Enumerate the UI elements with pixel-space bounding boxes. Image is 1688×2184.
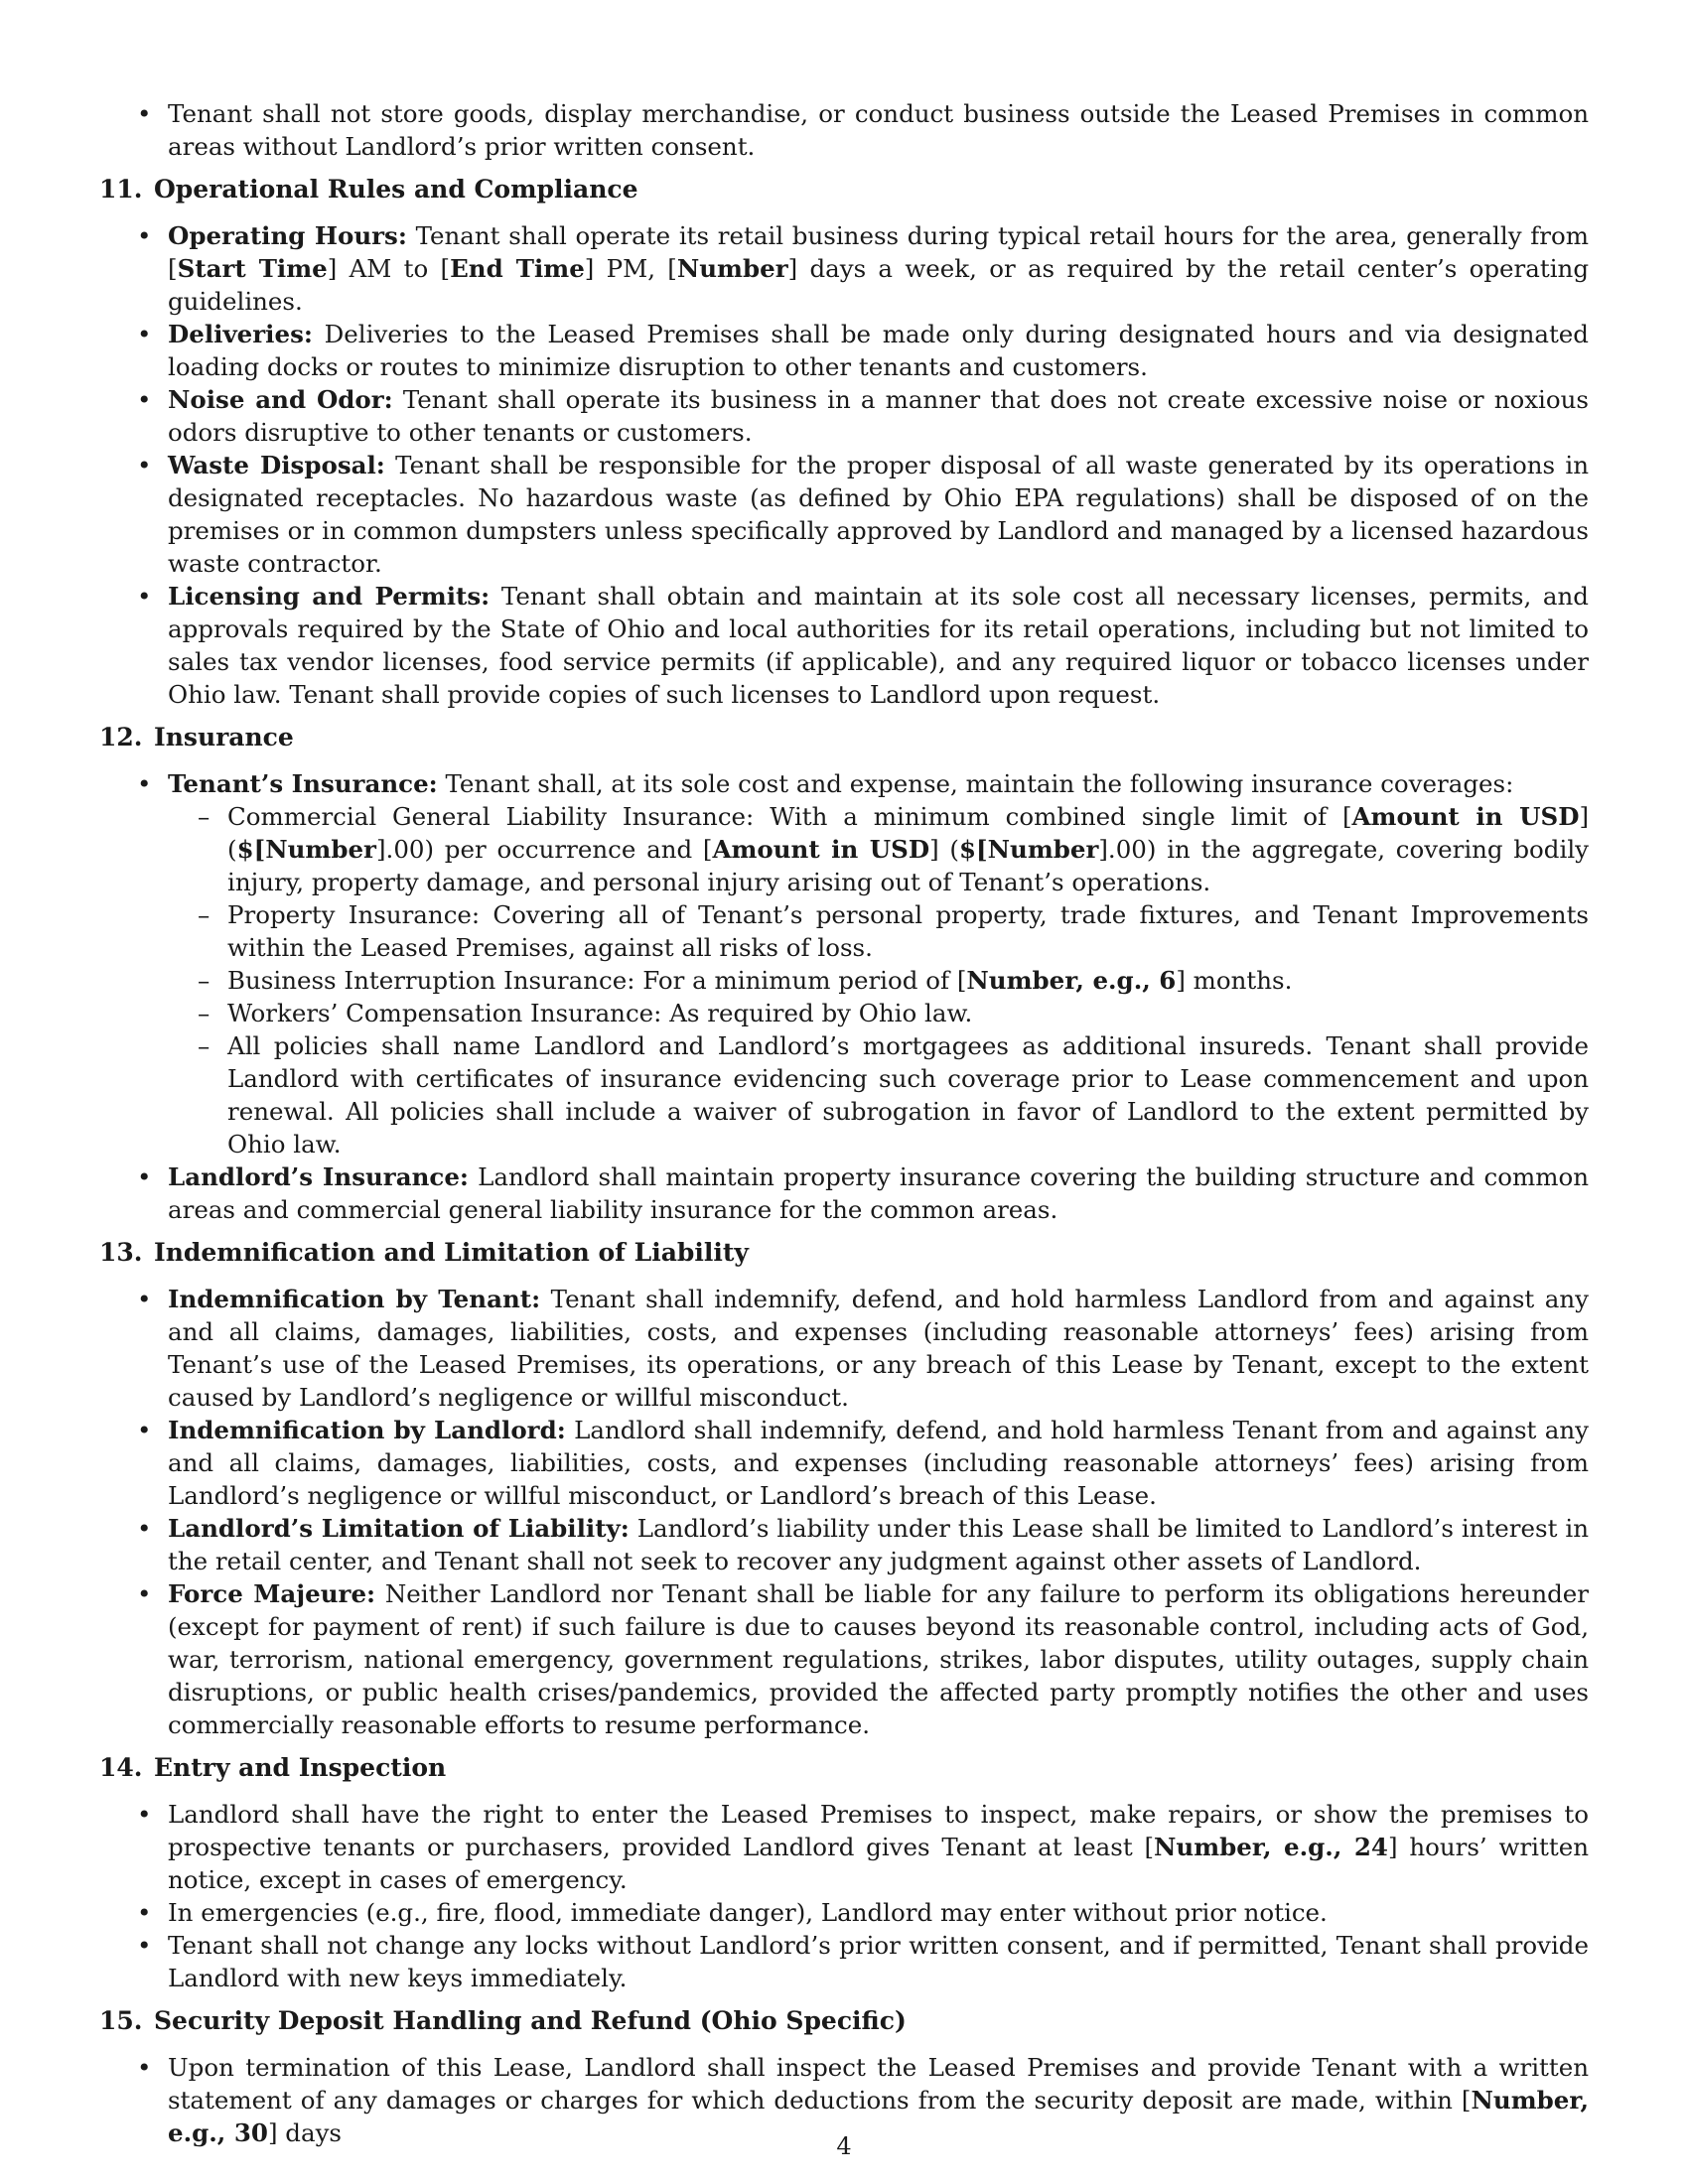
page-number: 4 xyxy=(836,2132,852,2160)
list-item-landlord-insurance: • Landlord’s Insurance: Landlord shall maintain property insurance covering the building structure and common areas and commercial general liability insurance for the common areas. xyxy=(99,1160,1589,1226)
section-14-list xyxy=(99,1798,1589,1994)
list-item-locks: • Tenant shall not change any locks without Landlord’s prior written consent, and if permitted, Tenant shall provide Landlord with new keys immediately. xyxy=(99,1929,1589,1994)
sublist-item-workers-comp: – Workers’ Compensation Insurance: As required by Ohio law. xyxy=(168,997,1589,1029)
list-item-limitation-liability: • Landlord’s Limitation of Liability: Landlord’s liability under this Lease shall be limited to Landlord’s interest in the retail center, and Tenant shall not seek to recover any judgment against other assets of Landlord. xyxy=(99,1512,1589,1577)
continued-bullet-list xyxy=(99,97,1589,163)
section-heading-14: 14. Entry and Inspection xyxy=(99,1753,447,1782)
list-item-waste-disposal: • Waste Disposal: Tenant shall be responsible for the proper disposal of all waste generated by its operations in designated receptacles. No hazardous waste (as defined by Ohio EPA regulations) shall be disposed of on the premises or in common dumpsters unless specifically approved by Landlord and managed by a licensed hazardous waste contractor. xyxy=(99,449,1589,580)
list-item-entry-notice: • Landlord shall have the right to enter the Leased Premises to inspect, make repairs, or show the premises to prospective tenants or purchasers, provided Landlord gives Tenant at least [Number, e.g., 24] hours’ written notice, except in cases of emergency. xyxy=(99,1798,1589,1896)
list-item-operating-hours: • Operating Hours: Tenant shall operate its retail business during typical retail hours for the area, generally from [Start Time] AM to [End Time] PM, [Number] days a week, or as required by the retail center’s operating guidelines. xyxy=(99,219,1589,318)
list-item-tenant-insurance: • Tenant’s Insurance: Tenant shall, at its sole cost and expense, maintain the following insurance coverages: – Commercial General Liability Insurance: With a minimum combined single limit of [Amount in USD] ($[Number].00) per occurrence and [Amount in USD] ($[Number].00) in the aggregate, covering bodily injury, property damage, and personal injury arising out of Tenant’s operations. – Property Insurance: Covering all of Tenant’s personal property, trade fixtures, and Tenant Improvements within the Leased Premises, against all risks of loss. – Business Interruption Insurance: For a minimum period of [Number, e.g., 6] months. – Workers’ Compensation Insurance: As required by Ohio law. – All policies shall name Landlord and Landlord’s mortgagees as additional insureds. Tenant shall provide Landlord with certificates of insurance evidencing such coverage prior to Lease commencement and upon renewal. All policies shall include a waiver of subrogation in favor of Landlord to the extent permitted by Ohio law. xyxy=(99,767,1589,1160)
sublist-item-cgl: – Commercial General Liability Insurance: With a minimum combined single limit of [Amount in USD] ($[Number].00) per occurrence and [Amount in USD] ($[Number].00) in the aggregate, covering bodily injury, property damage, and personal injury arising out of Tenant’s operations. xyxy=(168,800,1589,898)
list-item-deliveries: • Deliveries: Deliveries to the Leased Premises shall be made only during designated hours and via designated loading docks or routes to minimize disruption to other tenants and customers. xyxy=(99,318,1589,383)
sublist-item-property: – Property Insurance: Covering all of Tenant’s personal property, trade fixtures, and Tenant Improvements within the Leased Premises, against all risks of loss. xyxy=(168,898,1589,964)
list-item-noise-odor: • Noise and Odor: Tenant shall operate its business in a manner that does not create excessive noise or noxious odors disruptive to other tenants or customers. xyxy=(99,383,1589,449)
list-item-force-majeure: • Force Majeure: Neither Landlord nor Tenant shall be liable for any failure to perform its obligations hereunder (except for payment of rent) if such failure is due to causes beyond its reasonable control, including acts of God, war, terrorism, national emergency, government regulations, strikes, labor disputes, utility outages, supply chain disruptions, or public health crises/pandemics, provided the affected party promptly notifies the other and uses commercially reasonable efforts to resume performance. xyxy=(99,1577,1589,1741)
section-heading-11: 11. Operational Rules and Compliance xyxy=(99,175,638,204)
list-item: • Tenant shall not store goods, display merchandise, or conduct business outside the Leased Premises in common areas without Landlord’s prior written consent. xyxy=(99,97,1589,163)
section-13-list xyxy=(99,1283,1589,1741)
list-item-deposit-statement: • Upon termination of this Lease, Landlord shall inspect the Leased Premises and provide Tenant with a written statement of any damages or charges for which deductions from the security deposit are made, within [Number, e.g., 30] days xyxy=(99,2051,1589,2149)
sublist-item-business-interruption: – Business Interruption Insurance: For a minimum period of [Number, e.g., 6] months. xyxy=(168,964,1589,997)
list-item-emergency-entry: • In emergencies (e.g., fire, flood, immediate danger), Landlord may enter without prior notice. xyxy=(99,1896,1589,1929)
document-page xyxy=(99,97,1589,2149)
section-heading-13: 13. Indemnification and Limitation of Liability xyxy=(99,1238,749,1267)
sublist-item-policies: – All policies shall name Landlord and Landlord’s mortgagees as additional insureds. Tenant shall provide Landlord with certificates of insurance evidencing such coverage prior to Lease commencement and upon renewal. All policies shall include a waiver of subrogation in favor of Landlord to the extent permitted by Ohio law. xyxy=(168,1029,1589,1160)
section-12-list xyxy=(99,767,1589,1226)
list-item-indemnification-landlord: • Indemnification by Landlord: Landlord shall indemnify, defend, and hold harmless Tenant from and against any and all claims, damages, liabilities, costs, and expenses (including reasonable attorneys’ fees) arising from Landlord’s negligence or willful misconduct, or Landlord’s breach of this Lease. xyxy=(99,1414,1589,1512)
list-item-indemnification-tenant: • Indemnification by Tenant: Tenant shall indemnify, defend, and hold harmless Landlord from and against any and all claims, damages, liabilities, costs, and expenses (including reasonable attorneys’ fees) arising from Tenant’s use of the Leased Premises, its operations, or any breach of this Lease by Tenant, except to the extent caused by Landlord’s negligence or willful misconduct. xyxy=(99,1283,1589,1414)
section-heading-12: 12. Insurance xyxy=(99,723,294,751)
list-item-licensing: • Licensing and Permits: Tenant shall obtain and maintain at its sole cost all necessary licenses, permits, and approvals required by the State of Ohio and local authorities for its retail operations, including but not limited to sales tax vendor licenses, food service permits (if applicable), and any required liquor or tobacco licenses under Ohio law. Tenant shall provide copies of such licenses to Landlord upon request. xyxy=(99,580,1589,711)
section-heading-15: 15. Security Deposit Handling and Refund (Ohio Specific) xyxy=(99,2006,907,2035)
section-11-list xyxy=(99,219,1589,711)
insurance-sublist xyxy=(168,800,1589,1160)
